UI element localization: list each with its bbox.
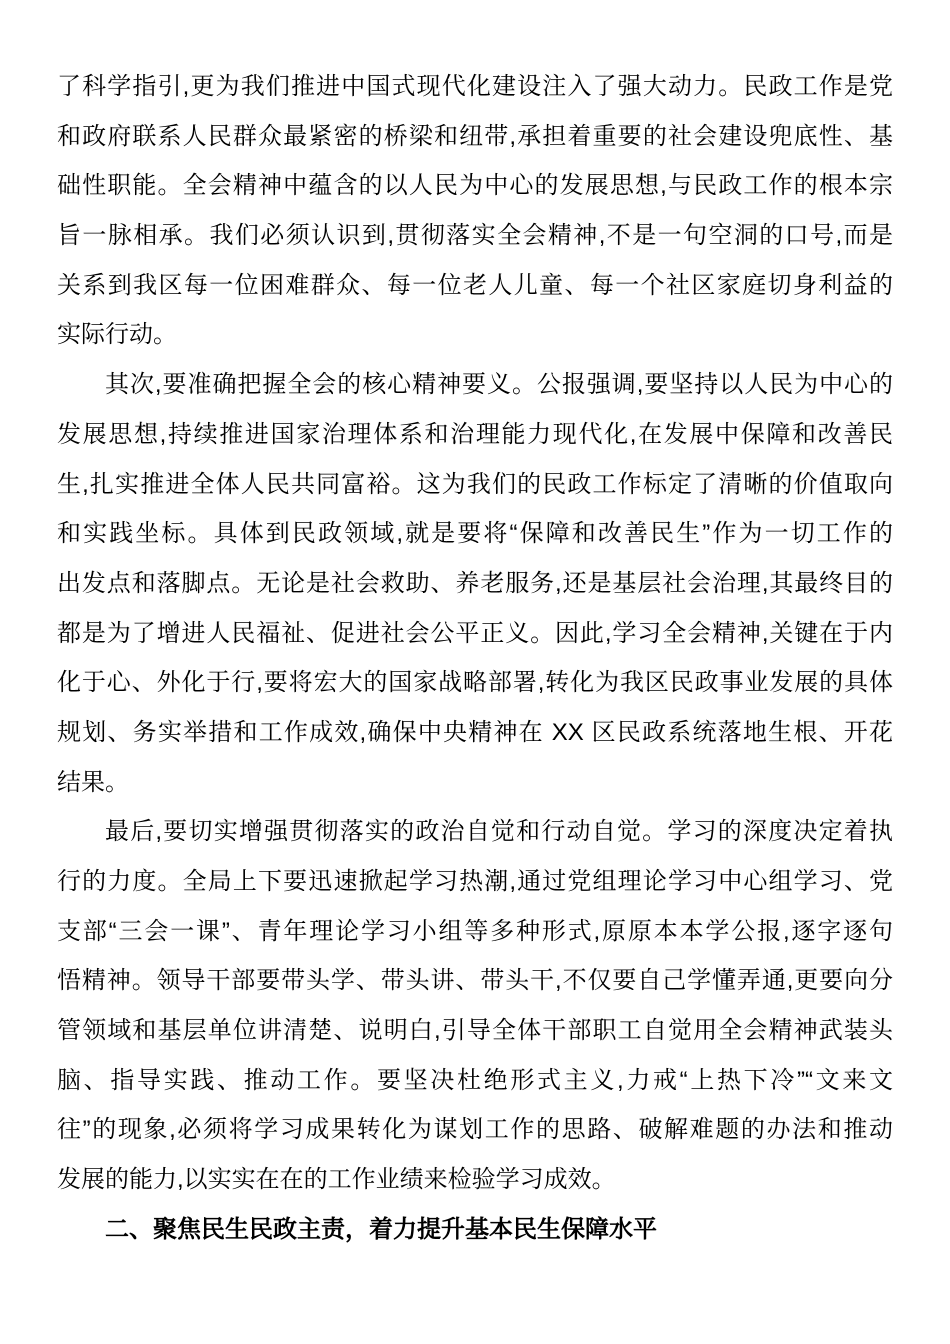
body-line: 支部“三会一课”、青年理论学习小组等多种形式,原原本本学公报,逐字逐句 bbox=[57, 917, 893, 945]
body-line: 实际行动。 bbox=[57, 321, 177, 349]
body-line: 规划、务实举措和工作成效,确保中央精神在 XX 区民政系统落地生根、开花 bbox=[57, 718, 893, 746]
body-line: 关系到我区每一位困难群众、每一位老人儿童、每一个社区家庭切身利益的 bbox=[57, 271, 893, 299]
body-line: 和政府联系人民群众最紧密的桥梁和纽带,承担着重要的社会建设兜底性、基 bbox=[57, 122, 893, 150]
body-line: 脑、指导实践、推动工作。要坚决杜绝形式主义,力戒“上热下冷”“文来文 bbox=[57, 1066, 893, 1094]
body-line: 了科学指引,更为我们推进中国式现代化建设注入了强大动力。民政工作是党 bbox=[57, 73, 893, 100]
body-line: 行的力度。全局上下要迅速掀起学习热潮,通过党组理论学习中心组学习、党 bbox=[57, 868, 893, 895]
body-line: 往”的现象,必须将学习成果转化为谋划工作的思路、破解难题的办法和推动 bbox=[57, 1116, 893, 1144]
body-line: 悟精神。领导干部要带头学、带头讲、带头干,不仅要自己学懂弄通,更要向分 bbox=[57, 967, 893, 995]
body-line: 生,扎实推进全体人民共同富裕。这为我们的民政工作标定了清晰的价值取向 bbox=[57, 470, 893, 498]
text-block bbox=[57, 62, 893, 1255]
body-line: 础性职能。全会精神中蕴含的以人民为中心的发展思想,与民政工作的根本宗 bbox=[57, 172, 893, 200]
body-line: 都是为了增进人民福祉、促进社会公平正义。因此,学习全会精神,关键在于内 bbox=[57, 619, 893, 647]
body-line: 管领域和基层单位讲清楚、说明白,引导全体干部职工自觉用全会精神武装头 bbox=[57, 1017, 893, 1045]
paragraph-continuation bbox=[57, 62, 893, 360]
section-heading: 二、聚焦民生民政主责，着力提升基本民生保障水平 bbox=[105, 1215, 657, 1243]
paragraph-3 bbox=[57, 807, 893, 1205]
paragraph-heading bbox=[57, 1205, 893, 1255]
paragraph-2 bbox=[57, 360, 893, 807]
body-line: 化于心、外化于行,要将宏大的国家战略部署,转化为我区民政事业发展的具体 bbox=[57, 669, 893, 697]
body-line: 出发点和落脚点。无论是社会救助、养老服务,还是基层社会治理,其最终目的 bbox=[57, 569, 893, 597]
body-line: 旨一脉相承。我们必须认识到,贯彻落实全会精神,不是一句空洞的口号,而是 bbox=[57, 222, 893, 250]
body-line: 其次,要准确把握全会的核心精神要义。公报强调,要坚持以人民为中心的 bbox=[105, 371, 893, 399]
body-line: 发展的能力,以实实在在的工作业绩来检验学习成效。 bbox=[57, 1166, 616, 1194]
body-line: 最后,要切实增强贯彻落实的政治自觉和行动自觉。学习的深度决定着执 bbox=[105, 818, 893, 846]
body-line: 发展思想,持续推进国家治理体系和治理能力现代化,在发展中保障和改善民 bbox=[57, 420, 893, 448]
body-line: 结果。 bbox=[57, 768, 129, 796]
body-line: 和实践坐标。具体到民政领域,就是要将“保障和改善民生”作为一切工作的 bbox=[57, 520, 893, 548]
